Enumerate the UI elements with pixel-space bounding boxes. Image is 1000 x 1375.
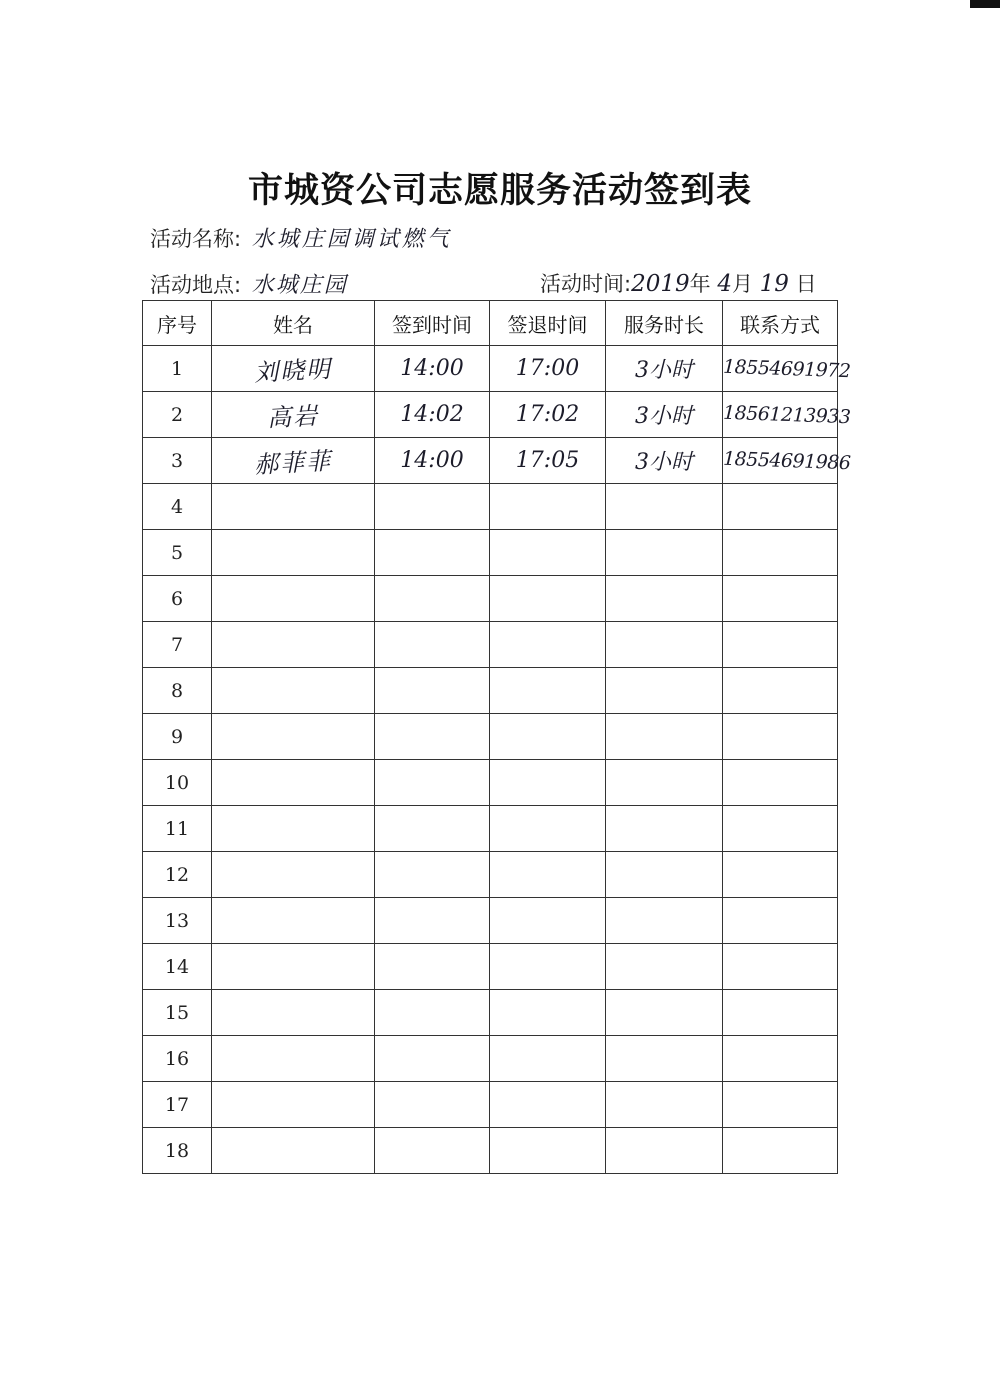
table-row	[143, 1036, 838, 1082]
cell-name	[212, 668, 375, 714]
cell-sign-in-time-text: 14:00	[400, 356, 464, 381]
cell-serial: 8	[143, 668, 212, 714]
activity-location-label: 活动地点:	[150, 273, 242, 297]
cell-sign-out-time	[490, 1128, 606, 1174]
cell-serial: 11	[143, 806, 212, 852]
cell-sign-out-time	[490, 898, 606, 944]
cell-name	[212, 576, 375, 622]
cell-name	[212, 484, 375, 530]
cell-sign-out-time	[490, 530, 606, 576]
cell-contact	[723, 806, 838, 852]
cell-sign-out-time	[490, 668, 606, 714]
cell-name	[212, 806, 375, 852]
cell-sign-out-time	[490, 484, 606, 530]
cell-sign-in-time	[375, 852, 490, 898]
activity-location-value: 水城庄园	[251, 273, 348, 298]
table-row	[143, 668, 838, 714]
cell-sign-in-time-text: 14:00	[400, 448, 464, 473]
cell-service-duration-text: 3小时	[635, 450, 693, 475]
cell-sign-in-time	[375, 944, 490, 990]
activity-date-year-unit: 年	[689, 272, 711, 296]
cell-contact	[723, 944, 838, 990]
cell-serial: 18	[143, 1128, 212, 1174]
cell-contact	[723, 576, 838, 622]
cell-serial: 2	[143, 392, 212, 438]
cell-sign-in-time	[375, 760, 490, 806]
cell-sign-in-time-text: 14:02	[400, 402, 464, 427]
cell-name	[212, 622, 375, 668]
cell-serial: 17	[143, 1082, 212, 1128]
cell-contact	[722, 392, 851, 438]
cell-name	[212, 392, 375, 438]
cell-sign-out-time	[490, 714, 606, 760]
activity-location-line	[150, 268, 348, 299]
activity-name-line	[150, 222, 452, 253]
cell-name	[212, 714, 375, 760]
cell-name	[212, 1036, 375, 1082]
cell-sign-in-time	[375, 1036, 490, 1082]
cell-serial: 13	[143, 898, 212, 944]
cell-name	[212, 1082, 375, 1128]
cell-contact	[723, 898, 838, 944]
cell-service-duration	[606, 714, 723, 760]
table-row	[143, 530, 838, 576]
cell-serial: 3	[143, 438, 212, 484]
cell-sign-out-time	[490, 392, 606, 438]
cell-contact	[723, 1036, 838, 1082]
header-sign-out-time: 签退时间	[490, 301, 606, 346]
cell-sign-out-time	[490, 1082, 606, 1128]
cell-service-duration	[606, 668, 723, 714]
cell-serial: 9	[143, 714, 212, 760]
cell-sign-in-time	[375, 438, 490, 484]
cell-sign-out-time-text: 17:05	[515, 448, 580, 473]
table-row	[143, 898, 838, 944]
cell-name	[212, 438, 375, 484]
cell-service-duration	[606, 760, 723, 806]
cell-name	[212, 760, 375, 806]
header-serial: 序号	[143, 301, 212, 346]
cell-serial: 7	[143, 622, 212, 668]
cell-name-text: 刘晓明	[253, 354, 333, 388]
cell-contact	[723, 530, 838, 576]
activity-date-year: 2019	[631, 271, 690, 297]
cell-name	[212, 944, 375, 990]
cell-sign-out-time-text: 17:02	[515, 402, 580, 427]
cell-contact-text: 18561213933	[722, 401, 851, 428]
cell-contact	[723, 1128, 838, 1174]
cell-contact	[723, 668, 838, 714]
cell-serial: 1	[143, 346, 212, 392]
cell-name	[212, 990, 375, 1036]
cell-contact-text: 18554691986	[722, 447, 851, 474]
cell-serial: 14	[143, 944, 212, 990]
cell-sign-in-time	[375, 1128, 490, 1174]
cell-serial: 10	[143, 760, 212, 806]
cell-sign-in-time	[375, 576, 490, 622]
cell-sign-out-time	[490, 944, 606, 990]
cell-sign-out-time	[490, 576, 606, 622]
activity-date-month: 4	[717, 271, 732, 297]
cell-service-duration	[606, 806, 723, 852]
table-row	[143, 1128, 838, 1174]
table-row	[143, 944, 838, 990]
cell-serial: 4	[143, 484, 212, 530]
activity-date-day-unit: 日	[795, 272, 817, 296]
cell-sign-in-time	[375, 392, 490, 438]
cell-sign-in-time	[375, 622, 490, 668]
cell-service-duration	[606, 346, 723, 392]
cell-sign-in-time	[375, 346, 490, 392]
scan-edge-mark	[970, 0, 1000, 8]
table-row	[143, 438, 838, 484]
header-service-duration: 服务时长	[606, 301, 723, 346]
header-sign-in-time: 签到时间	[375, 301, 490, 346]
cell-service-duration	[606, 484, 723, 530]
cell-contact	[722, 346, 851, 392]
header-contact: 联系方式	[723, 301, 838, 346]
cell-service-duration	[606, 438, 723, 484]
cell-contact	[723, 1082, 838, 1128]
activity-date-month-unit: 月	[731, 272, 753, 296]
cell-serial: 12	[143, 852, 212, 898]
cell-sign-in-time	[375, 990, 490, 1036]
cell-contact	[722, 438, 851, 484]
cell-sign-in-time	[375, 530, 490, 576]
cell-service-duration-text: 3小时	[635, 358, 693, 383]
cell-serial: 5	[143, 530, 212, 576]
activity-date-line	[540, 268, 817, 298]
cell-sign-out-time	[490, 852, 606, 898]
cell-sign-out-time	[490, 346, 606, 392]
table-row	[143, 990, 838, 1036]
cell-sign-out-time-text: 17:00	[515, 356, 580, 381]
table-header-row	[143, 301, 838, 346]
cell-sign-out-time	[490, 1036, 606, 1082]
cell-sign-out-time	[490, 438, 606, 484]
table-row	[143, 392, 838, 438]
cell-service-duration	[606, 576, 723, 622]
cell-name	[212, 1128, 375, 1174]
cell-contact-text: 18554691972	[722, 355, 851, 382]
cell-contact	[723, 622, 838, 668]
cell-serial: 6	[143, 576, 212, 622]
cell-sign-in-time	[375, 714, 490, 760]
table-body	[143, 346, 851, 1174]
cell-name	[212, 530, 375, 576]
table-row	[143, 714, 838, 760]
cell-sign-in-time	[375, 484, 490, 530]
signin-table	[142, 300, 851, 1174]
activity-name-label: 活动名称:	[150, 227, 242, 251]
cell-service-duration	[606, 1128, 723, 1174]
activity-date-day: 19	[759, 271, 789, 297]
cell-sign-in-time	[375, 806, 490, 852]
cell-name-text: 高岩	[266, 401, 320, 433]
cell-sign-out-time	[490, 806, 606, 852]
cell-contact	[723, 714, 838, 760]
cell-sign-out-time	[490, 990, 606, 1036]
cell-contact	[723, 990, 838, 1036]
cell-service-duration	[606, 530, 723, 576]
cell-service-duration	[606, 944, 723, 990]
cell-sign-out-time	[490, 622, 606, 668]
cell-service-duration	[606, 990, 723, 1036]
cell-service-duration	[606, 898, 723, 944]
cell-service-duration-text: 3小时	[635, 404, 693, 429]
cell-name	[212, 346, 375, 392]
cell-name-text: 郝菲菲	[253, 446, 333, 480]
cell-serial: 15	[143, 990, 212, 1036]
cell-contact	[723, 484, 838, 530]
cell-service-duration	[606, 392, 723, 438]
cell-sign-out-time	[490, 760, 606, 806]
table-row	[143, 484, 838, 530]
activity-date-label: 活动时间:	[540, 272, 632, 296]
table-row	[143, 852, 838, 898]
cell-sign-in-time	[375, 1082, 490, 1128]
table-row	[143, 760, 838, 806]
table-row	[143, 1082, 838, 1128]
cell-contact	[723, 760, 838, 806]
cell-name	[212, 852, 375, 898]
cell-service-duration	[606, 1082, 723, 1128]
table-row	[143, 576, 838, 622]
cell-service-duration	[606, 1036, 723, 1082]
cell-service-duration	[606, 852, 723, 898]
table-row	[143, 806, 838, 852]
cell-service-duration	[606, 622, 723, 668]
page-title: 市城资公司志愿服务活动签到表	[247, 170, 752, 211]
cell-contact	[723, 852, 838, 898]
table-row	[143, 622, 838, 668]
cell-sign-in-time	[375, 898, 490, 944]
table-row	[143, 346, 838, 392]
activity-name-value: 水城庄园调试燃气	[251, 227, 452, 252]
cell-name	[212, 898, 375, 944]
header-name: 姓名	[212, 301, 375, 346]
cell-serial: 16	[143, 1036, 212, 1082]
cell-sign-in-time	[375, 668, 490, 714]
